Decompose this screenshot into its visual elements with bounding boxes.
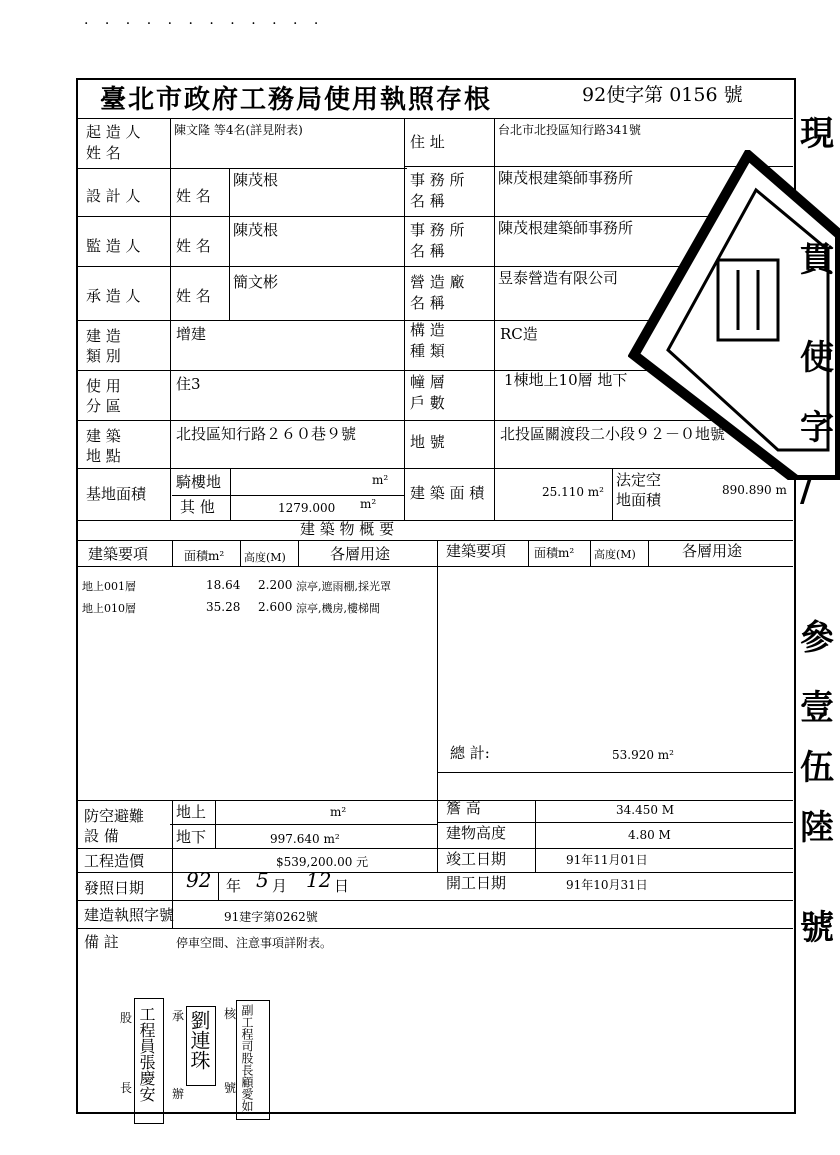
label-legal-open: 法定空 — [616, 471, 662, 489]
value-bldg-area: 25.110 m² — [542, 485, 604, 499]
value-builder: 陳文隆 等4名(詳見附表) — [174, 123, 303, 137]
value-remarks: 停車空間、注意事項詳附表。 — [176, 936, 333, 950]
row-area: 18.64 — [206, 578, 241, 592]
side-char: 陸 — [800, 808, 834, 848]
unit-above: m² — [330, 805, 347, 819]
col-area-right: 面積m² — [534, 546, 575, 560]
value-factory: 昱泰營造有限公司 — [498, 269, 619, 287]
label-shelter-2: 設 備 — [84, 827, 119, 845]
label-legal-open-2: 地面積 — [616, 491, 662, 509]
stamp-mark: 承 — [172, 1009, 185, 1023]
hline — [437, 772, 793, 773]
label-cost: 工程造價 — [84, 852, 145, 870]
side-char: 字 — [800, 408, 834, 448]
row-floor: 地上010層 — [82, 602, 136, 615]
col-item-left: 建築要項 — [88, 545, 149, 563]
value-bldg-height: 4.80 M — [628, 828, 671, 842]
label-factory: 營 造 廠 — [410, 273, 465, 291]
value-other-area: 1279.000 — [278, 501, 336, 515]
side-char: 伍 — [800, 748, 834, 788]
value-site: 北投區知行路２６０巷９號 — [176, 425, 357, 443]
permit-number: 92使字第 0156 號 — [582, 84, 743, 106]
value-contractor: 簡文彬 — [233, 273, 279, 291]
label-use-2: 分 區 — [86, 397, 121, 415]
value-designer: 陳茂根 — [233, 171, 279, 189]
top-scan-dots: · · · · · · · · · · · · — [84, 16, 325, 32]
vline — [215, 800, 216, 848]
label-lot: 地 號 — [410, 433, 445, 451]
value-cost: $539,200.00 元 — [276, 855, 369, 869]
value-issue-d: 日 — [334, 877, 350, 895]
vline — [218, 872, 219, 900]
label-finish: 竣工日期 — [446, 850, 507, 868]
label-other: 其 他 — [180, 498, 215, 516]
hline — [77, 800, 793, 801]
hline — [77, 566, 793, 567]
value-eaves: 34.450 M — [616, 803, 675, 817]
row-floor: 地上001層 — [82, 580, 136, 593]
label-structure: 構 造 — [410, 321, 445, 339]
label-structure-2: 種 類 — [410, 342, 445, 360]
label-contractor-name: 姓 名 — [176, 287, 211, 305]
label-overview: 建 築 物 概 要 — [300, 520, 395, 538]
vline — [240, 540, 241, 566]
stamp-mark: 辦 — [172, 1087, 185, 1101]
vline — [230, 468, 231, 520]
value-issue-y: 年 — [226, 877, 242, 895]
label-floors-2: 戶 數 — [410, 394, 445, 412]
seal-clerk-text: 劉連珠 — [187, 1010, 211, 1070]
label-remarks: 備 註 — [84, 933, 119, 951]
seal-section-chief-text: 副工程司股長顧愛如 — [240, 1004, 254, 1112]
stamp-mark: 號 — [224, 1081, 237, 1095]
stamp-mark: 核 — [224, 1007, 237, 1021]
vline — [172, 848, 173, 872]
col-item-right: 建築要項 — [446, 542, 507, 560]
side-char: / — [800, 470, 813, 510]
seal-engineer-text: 工程員張慶安 — [137, 1006, 156, 1102]
value-issue-m: 月 — [272, 877, 288, 895]
label-site-2: 地 點 — [86, 447, 121, 465]
row-height: 2.600 — [258, 600, 293, 614]
side-char: 現 — [800, 114, 834, 154]
label-address: 住 址 — [410, 133, 445, 151]
side-char: 參 — [800, 618, 834, 658]
label-base-area: 基地面積 — [86, 485, 147, 503]
label-contractor: 承 造 人 — [86, 287, 141, 305]
hline — [77, 118, 793, 119]
label-designer: 設 計 人 — [86, 187, 141, 205]
col-use-right: 各層用途 — [682, 542, 743, 560]
label-floors: 幢 層 — [410, 373, 445, 391]
hline — [170, 824, 438, 825]
side-char: 壹 — [800, 688, 834, 728]
label-start: 開工日期 — [446, 874, 507, 892]
label-builder: 起 造 人 — [86, 123, 141, 141]
value-permit-ref: 91建字第0262號 — [224, 910, 318, 924]
label-supervisor-office-2: 名 稱 — [410, 242, 445, 260]
label-bldg-area: 建 築 面 積 — [410, 484, 485, 502]
value-address: 台北市北投區知行路341號 — [498, 123, 641, 137]
row-area: 35.28 — [206, 600, 241, 614]
vline — [528, 540, 529, 566]
hline — [77, 928, 793, 929]
label-supervisor-name: 姓 名 — [176, 237, 211, 255]
value-below: 997.640 m² — [270, 832, 340, 846]
vline — [298, 540, 299, 566]
vline — [535, 800, 536, 872]
value-build-type: 增建 — [176, 325, 207, 343]
label-eaves: 簷 高 — [446, 799, 481, 817]
label-build-type: 建 造 — [86, 327, 121, 345]
label-total: 總 計: — [450, 744, 490, 762]
value-issue-month: 5 — [256, 868, 269, 892]
label-designer-name: 姓 名 — [176, 187, 211, 205]
value-designer-office: 陳茂根建築師事務所 — [498, 169, 634, 187]
value-legal-open: 890.890 m — [722, 483, 787, 497]
label-supervisor: 監 造 人 — [86, 237, 141, 255]
label-designer-office: 事 務 所 — [410, 171, 465, 189]
value-supervisor-office: 陳茂根建築師事務所 — [498, 219, 634, 237]
label-use: 使 用 — [86, 377, 121, 395]
hline — [77, 872, 793, 873]
label-build-type-2: 類 別 — [86, 347, 121, 365]
unit-other: m² — [360, 497, 377, 511]
value-total: 53.920 m² — [612, 748, 674, 762]
col-height-left: 高度(M) — [244, 551, 286, 564]
label-above: 地上 — [176, 803, 207, 821]
side-char: 貫 — [800, 240, 834, 280]
value-finish: 91年11月01日 — [566, 853, 648, 867]
value-floors: 1棟地上10層 地下 — [504, 371, 628, 389]
vline — [590, 540, 591, 566]
hline — [77, 900, 793, 901]
vline — [229, 168, 230, 320]
value-supervisor: 陳茂根 — [233, 221, 279, 239]
unit-arcade: m² — [372, 473, 389, 487]
col-height-right: 高度(M) — [594, 548, 636, 561]
label-arcade: 騎樓地 — [176, 473, 222, 491]
label-factory-2: 名 稱 — [410, 294, 445, 312]
vline — [404, 118, 405, 520]
page-title: 臺北市政府工務局使用執照存根 — [100, 85, 493, 115]
vline — [648, 540, 649, 566]
row-use: 涼亭,遮雨棚,採光罩 — [296, 580, 391, 593]
label-supervisor-office: 事 務 所 — [410, 221, 465, 239]
col-use-left: 各層用途 — [330, 545, 391, 563]
label-designer-office-2: 名 稱 — [410, 192, 445, 210]
hline — [77, 848, 793, 849]
row-use: 涼亭,機房,樓梯間 — [296, 602, 380, 615]
label-below: 地下 — [176, 828, 207, 846]
label-bldg-height: 建物高度 — [446, 824, 507, 842]
label-builder-2: 姓 名 — [86, 144, 121, 162]
vline — [437, 540, 438, 872]
side-char: 使 — [800, 338, 834, 378]
col-area-left: 面積m² — [184, 549, 225, 563]
value-start: 91年10月31日 — [566, 878, 648, 892]
row-height: 2.200 — [258, 578, 293, 592]
value-issue-day: 12 — [306, 868, 332, 892]
side-char: 號 — [800, 908, 834, 948]
label-permit-ref: 建造執照字號 — [84, 906, 175, 924]
label-issue-date: 發照日期 — [84, 879, 145, 897]
label-shelter: 防空避難 — [84, 807, 145, 825]
value-lot: 北投區關渡段二小段９２－０地號 — [500, 425, 726, 443]
hline — [77, 520, 793, 521]
value-issue-year: 92 — [186, 868, 212, 892]
value-use: 住3 — [176, 375, 201, 393]
hline — [77, 540, 793, 541]
hline — [437, 822, 793, 823]
label-site: 建 築 — [86, 427, 121, 445]
vline — [172, 800, 173, 848]
vline — [612, 468, 613, 520]
value-structure: RC造 — [500, 325, 538, 343]
vline — [494, 118, 495, 520]
hline — [77, 168, 407, 169]
stamp-mark: 長 — [120, 1081, 133, 1095]
vline — [172, 540, 173, 566]
vline — [170, 118, 171, 520]
stamp-mark: 股 — [120, 1011, 133, 1025]
